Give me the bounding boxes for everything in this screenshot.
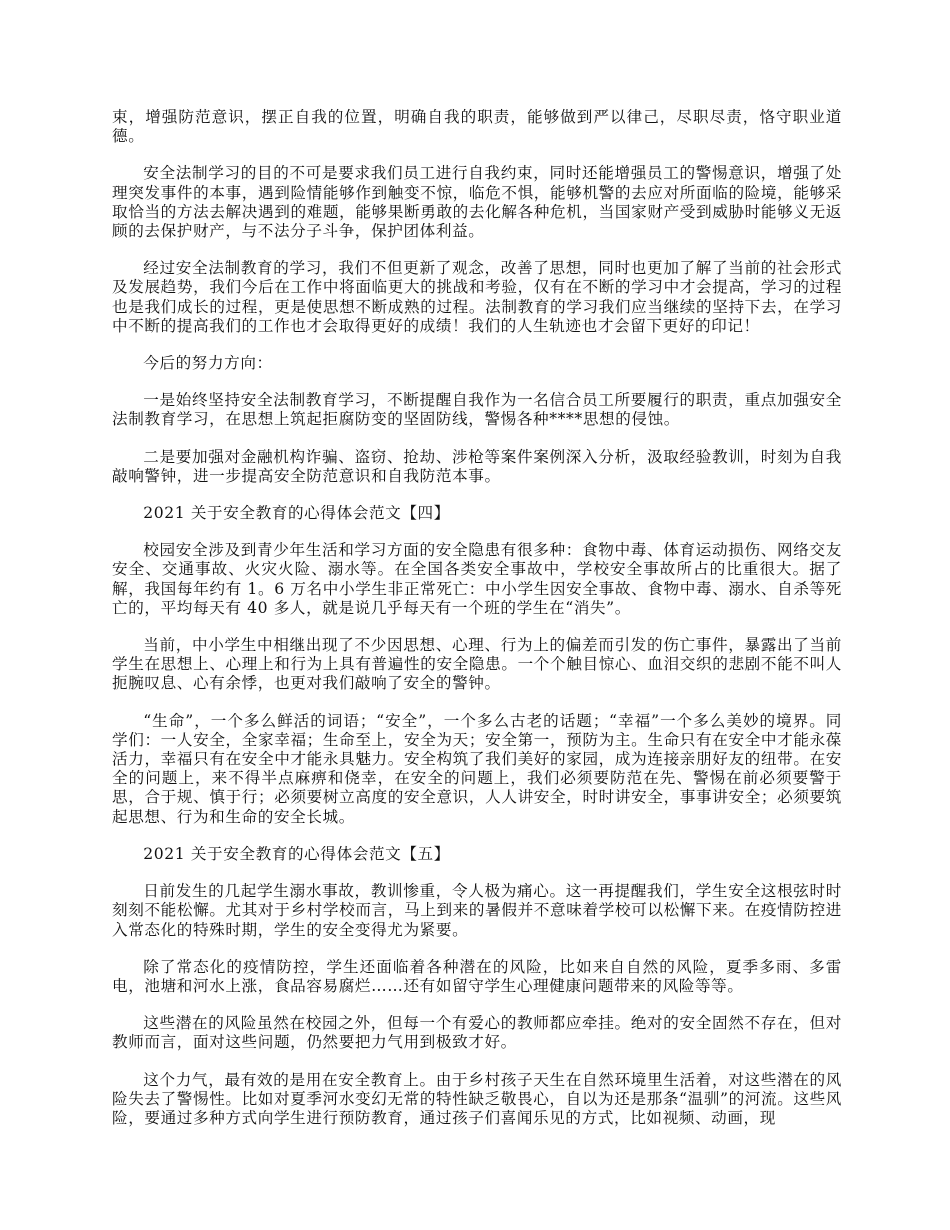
paragraph-12: 这些潜在的风险虽然在校园之外，但每一个有爱心的教师都应牵挂。绝对的安全固然不存在，但对教师而言，面对这些问题，仍然要把力气用到极致才好。	[112, 1014, 842, 1052]
paragraph-8: 当前，中小学生中相继出现了不少因思想、心理、行为上的偏差而引发的伤亡事件，暴露出了当前学生在思想上、心理上和行为上具有普遍性的安全隐患。一个个触目惊心、血泪交织的悲剧不能不叫人扼腕叹息、心有余悸，也更对我们敲响了安全的警钟。	[112, 636, 842, 693]
section-heading-4: 2021 关于安全教育的心得体会范文【四】	[143, 504, 450, 523]
paragraph-6: 二是要加强对金融机构诈骗、盗窃、抢劫、涉枪等案件案例深入分析，汲取经验教训，时刻为自我敲响警钟，进一步提高安全防范意识和自我防范本事。	[112, 447, 842, 485]
paragraph-7: 校园安全涉及到青少年生活和学习方面的安全隐患有很多种：食物中毒、体育运动损伤、网络交友安全、交通事故、火灾火险、溺水等。在全国各类安全事故中，学校安全事故所占的比重很大。据了解，我国每年约有 1。6 万名中小学生非正常死亡：中小学生因安全事故、食物中毒、溺水、自杀等死亡的，平均每天有 40 多人，就是说几乎每天有一个班的学生在“消失”。	[112, 541, 842, 617]
paragraph-11: 除了常态化的疫情防控，学生还面临着各种潜在的风险，比如来自自然的风险，夏季多雨、多雷电，池塘和河水上涨，食品容易腐烂……还有如留守学生心理健康问题带来的风险等等。	[112, 957, 842, 995]
paragraph-1: 束，增强防范意识，摆正自我的位置，明确自我的职责，能够做到严以律己，尽职尽责，恪守职业道德。	[112, 108, 842, 146]
paragraph-4: 今后的努力方向：	[143, 354, 273, 373]
document-page	[112, 108, 842, 1146]
paragraph-2: 安全法制学习的目的不可是要求我们员工进行自我约束，同时还能增强员工的警惕意识，增强了处理突发事件的本事，遇到险情能够作到触变不惊，临危不惧，能够机警的去应对所面临的险境，能够采取恰当的方法去解决遇到的难题，能够果断勇敢的去化解各种危机，当国家财产受到威胁时能够义无返顾的去保护财产，与不法分子斗争，保护团体利益。	[112, 164, 842, 241]
paragraph-3: 经过安全法制教育的学习，我们不但更新了观念，改善了思想，同时也更加了解了当前的社会形式及发展趋势，我们今后在工作中将面临更大的挑战和考验，仅有在不断的学习中才会提高，学习的过程也是我们成长的过程，更是使思想不断成熟的过程。法制教育的学习我们应当继续的坚持下去，在学习中不断的提高我们的工作也才会取得更好的成绩！我们的人生轨迹也才会留下更好的印记！	[112, 259, 842, 335]
section-heading-5: 2021 关于安全教育的心得体会范文【五】	[143, 844, 450, 863]
paragraph-9: “生命”，一个多么鲜活的词语；“安全”，一个多么古老的话题；“幸福”一个多么美妙的境界。同学们：一人安全，全家幸福；生命至上，安全为天；安全第一，预防为主。生命只有在安全中才能永葆活力，幸福只有在安全中才能永具魅力。安全构筑了我们美好的家园，成为连接亲朋好友的纽带。在安全的问题上，来不得半点麻痹和侥幸，在安全的问题上，我们必须要防范在先、警惕在前必须要警于思，合于规、慎于行；必须要树立高度的安全意识，人人讲安全，时时讲安全，事事讲安全；必须要筑起思想、行为和生命的安全长城。	[112, 711, 842, 826]
paragraph-13: 这个力气，最有效的是用在安全教育上。由于乡村孩子天生在自然环境里生活着，对这些潜在的风险失去了警惕性。比如对夏季河水变幻无常的特性缺乏敬畏心，自以为还是那条“温驯”的河流。这些风险，要通过多种方式向学生进行预防教育，通过孩子们喜闻乐见的方式，比如视频、动画，现	[112, 1070, 842, 1127]
paragraph-5: 一是始终坚持安全法制教育学习，不断提醒自我作为一名信合员工所要履行的职责，重点加强安全法制教育学习，在思想上筑起拒腐防变的坚固防线，警惕各种****思想的侵蚀。	[112, 391, 842, 429]
paragraph-10: 日前发生的几起学生溺水事故，教训惨重，令人极为痛心。这一再提醒我们，学生安全这根弦时时刻刻不能松懈。尤其对于乡村学校而言，马上到来的暑假并不意味着学校可以松懈下来。在疫情防控进入常态化的特殊时期，学生的安全变得尤为紧要。	[112, 882, 842, 939]
